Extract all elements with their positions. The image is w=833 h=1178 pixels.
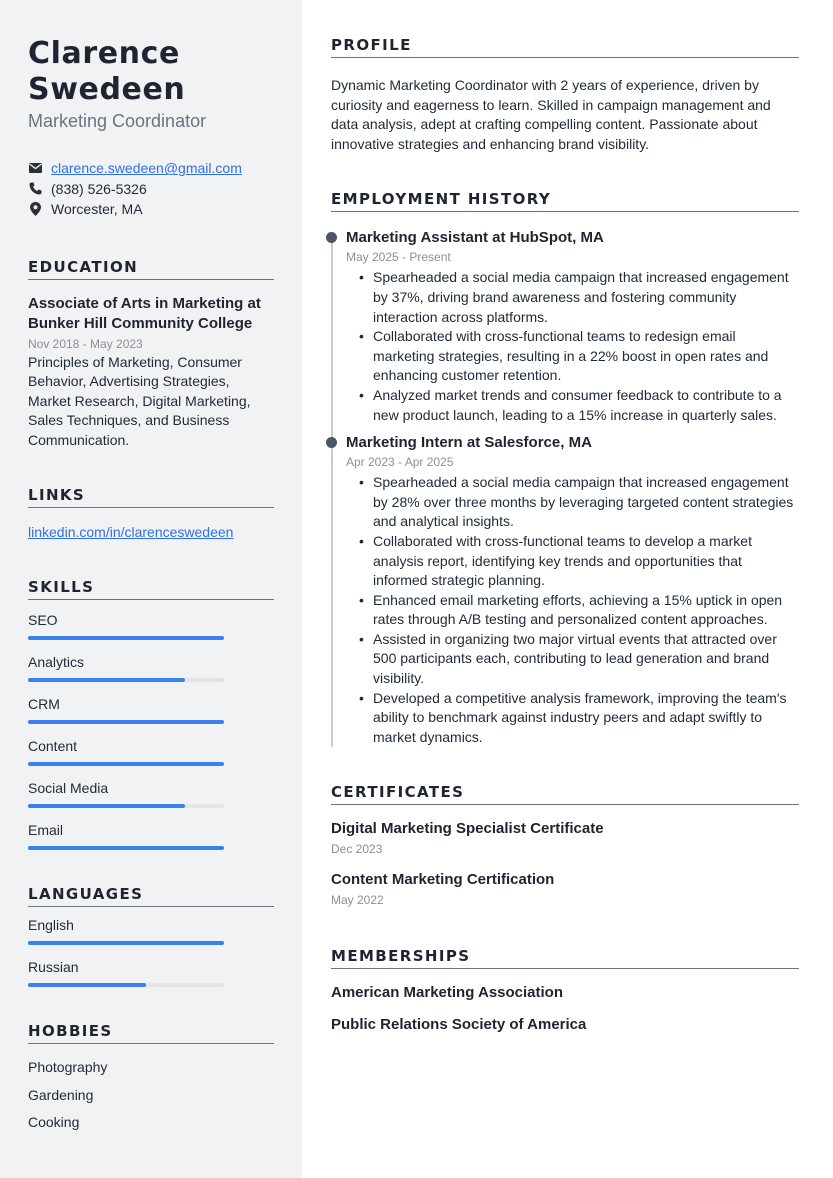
skills-heading: SKILLS [28, 578, 274, 600]
hobby-item: Photography [28, 1059, 108, 1076]
language-item [28, 917, 274, 945]
certificate-name: Digital Marketing Specialist Certificate [331, 820, 604, 838]
skill-item-name: CRM [28, 696, 60, 713]
memberships-heading: MEMBERSHIPS [331, 947, 799, 969]
contact-info [28, 158, 274, 220]
skill-item-level-bar [28, 636, 224, 640]
timeline-dot [326, 232, 337, 243]
language-item-level-fill [28, 941, 224, 945]
profile-section [331, 36, 799, 154]
job-title: Marketing Coordinator [28, 111, 207, 131]
last-name: Swedeen [28, 72, 186, 107]
profile-text: Dynamic Marketing Coordinator with 2 years of experience, driven by curiosity and eagerness to learn. Skilled in campaign management and data analysis, adept at crafting compelling content. Passionate about innovative strategies and enhancing brand visibility. [331, 77, 771, 152]
skill-item-level-bar [28, 720, 224, 724]
language-item-name: Russian [28, 959, 79, 976]
hobby-item: Cooking [28, 1114, 80, 1131]
job-bullet: • Collaborated with cross-functional teams to redesign email marketing strategies, resulting in a 22% boost in open rates and enhancing customer retention. [346, 327, 799, 386]
job-bullet: • Assisted in organizing two major virtual events that attracted over 500 participants each, contributing to lead generation and brand visibility. [346, 630, 799, 689]
skill-item-level-fill [28, 678, 185, 682]
job-bullet: • Analyzed market trends and consumer feedback to contribute to a new product launch, leading to a 15% increase in quarterly sales. [346, 386, 799, 425]
links-section [28, 486, 274, 542]
skill-item [28, 654, 274, 682]
certificates-section [331, 783, 799, 909]
contact-email-row [28, 158, 274, 179]
job-dates: Apr 2023 - Apr 2025 [346, 455, 454, 470]
phone-icon [28, 182, 42, 196]
candidate-name [28, 36, 274, 108]
skill-item-level-fill [28, 846, 224, 850]
language-item [28, 959, 274, 987]
skill-item [28, 822, 274, 850]
skill-item-level-bar [28, 804, 224, 808]
job-bullet: • Spearheaded a social media campaign that increased engagement by 28% over three months by leveraging targeted content strategies and analytical insights. [346, 473, 799, 532]
map-pin-icon [28, 202, 42, 216]
membership-item: Public Relations Society of America [331, 1016, 587, 1034]
hobbies-section [28, 1022, 274, 1137]
hobbies-heading: HOBBIES [28, 1022, 274, 1044]
job-title: Marketing Assistant at HubSpot, MA [346, 229, 604, 247]
skill-item-name: Social Media [28, 780, 109, 797]
certificate-item [331, 870, 799, 909]
job-bullet: • Developed a competitive analysis framework, improving the team's ability to benchmark against industry peers and adapt swiftly to market dynamics. [346, 689, 799, 748]
languages-list [28, 917, 274, 987]
education-section [28, 258, 274, 451]
timeline-dot [326, 437, 337, 448]
employment-timeline [331, 228, 799, 747]
jobs-list [346, 228, 799, 747]
links-heading: LINKS [28, 486, 274, 508]
skill-item [28, 738, 274, 766]
skill-item [28, 612, 274, 640]
linkedin-link[interactable]: linkedin.com/in/clarenceswedeen [28, 524, 234, 541]
profile-heading: PROFILE [331, 36, 799, 58]
timeline-line [331, 236, 333, 747]
email-link[interactable]: clarence.swedeen@gmail.com [51, 160, 242, 177]
skill-item-level-bar [28, 678, 224, 682]
envelope-icon [28, 161, 42, 175]
certificate-name: Content Marketing Certification [331, 871, 555, 889]
certificates-heading: CERTIFICATES [331, 783, 799, 805]
language-item-level-bar [28, 941, 224, 945]
skill-item-name: Content [28, 738, 78, 755]
job-bullet: • Collaborated with cross-functional teams to develop a market analysis report, identifying key trends and opportunities that informed strategic planning. [346, 532, 799, 591]
job-bullet: • Enhanced email marketing efforts, achieving a 15% uptick in open rates through A/B testing and personalized content approaches. [346, 591, 799, 630]
job-entry [346, 228, 799, 425]
job-bullets [346, 473, 799, 747]
hobbies-list [28, 1054, 274, 1137]
membership-item: American Marketing Association [331, 984, 564, 1002]
employment-heading: EMPLOYMENT HISTORY [331, 190, 799, 212]
hobby-item: Gardening [28, 1086, 94, 1103]
skill-item-level-bar [28, 762, 224, 766]
skills-section [28, 578, 274, 850]
languages-heading: LANGUAGES [28, 885, 274, 907]
main-content [331, 0, 799, 1035]
certificate-item [331, 819, 799, 858]
skill-item [28, 780, 274, 808]
job-dates: May 2025 - Present [346, 250, 451, 265]
first-name: Clarence [28, 36, 180, 71]
location: Worcester, MA [51, 201, 143, 218]
phone-number: (838) 526-5326 [51, 180, 147, 197]
education-degree: Associate of Arts in Marketing at Bunker Hill Community College [28, 294, 261, 332]
job-entry [346, 433, 799, 747]
language-item-name: English [28, 917, 74, 934]
language-item-level-fill [28, 983, 146, 987]
contact-phone-row [28, 179, 274, 200]
skill-item-level-bar [28, 846, 224, 850]
contact-location-row [28, 199, 274, 220]
skill-item-name: Analytics [28, 654, 85, 671]
certificate-date: May 2022 [331, 893, 384, 908]
skill-item-level-fill [28, 720, 224, 724]
employment-section [331, 190, 799, 747]
skill-item-name: SEO [28, 612, 58, 629]
job-title: Marketing Intern at Salesforce, MA [346, 434, 592, 452]
language-item-level-bar [28, 983, 224, 987]
education-dates: Nov 2018 - May 2023 [28, 336, 143, 351]
skill-item [28, 696, 274, 724]
skill-item-level-fill [28, 636, 224, 640]
education-description: Principles of Marketing, Consumer Behavior, Advertising Strategies, Market Research, Digital Marketing, Sales Techniques, and Business Communication. [28, 353, 251, 448]
memberships-section [331, 947, 799, 1035]
education-heading: EDUCATION [28, 258, 274, 280]
job-bullets [346, 268, 799, 425]
skill-item-level-fill [28, 762, 224, 766]
skill-item-level-fill [28, 804, 185, 808]
certificate-date: Dec 2023 [331, 842, 383, 857]
sidebar [0, 0, 302, 1178]
job-bullet: • Spearheaded a social media campaign that increased engagement by 37%, driving brand awareness and fostering community interaction across platforms. [346, 268, 799, 327]
skill-item-name: Email [28, 822, 64, 839]
skills-list [28, 612, 274, 850]
languages-section [28, 885, 274, 987]
